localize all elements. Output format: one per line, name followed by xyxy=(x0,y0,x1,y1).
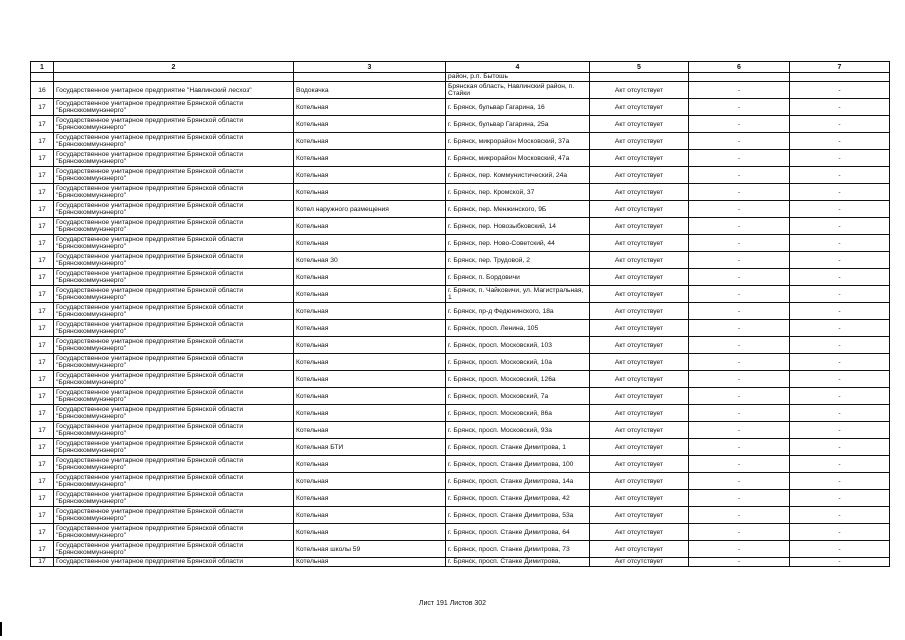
cell-act: Акт отсутствует xyxy=(590,150,689,167)
cell-col7: - xyxy=(790,388,890,405)
column-header: 5 xyxy=(590,62,689,73)
cell-address: г. Брянск, пр-д Федюнинского, 18а xyxy=(446,303,590,320)
cell-address: г. Брянск, просп. Московский, 93а xyxy=(446,422,590,439)
table-row xyxy=(31,439,890,456)
cell-organization: Государственное унитарное предприятие Брянской области "Брянсккоммунэнерго" xyxy=(54,116,294,133)
cell-object: Котельная xyxy=(294,337,446,354)
cell-col7: - xyxy=(790,473,890,490)
cell-col7: - xyxy=(790,150,890,167)
cell-number: 17 xyxy=(31,99,54,116)
cell-col7: - xyxy=(790,439,890,456)
cell-number: 17 xyxy=(31,507,54,524)
cell-act: Акт отсутствует xyxy=(590,286,689,303)
cell-object: Котельная xyxy=(294,558,446,567)
cell-organization: Государственное унитарное предприятие Брянской области "Брянсккоммунэнерго" xyxy=(54,354,294,371)
cell-address: г. Брянск, просп. Московский, 10а xyxy=(446,354,590,371)
cell-act: Акт отсутствует xyxy=(590,405,689,422)
cell-number: 17 xyxy=(31,354,54,371)
table-row xyxy=(31,558,890,567)
cell-act: Акт отсутствует xyxy=(590,422,689,439)
cell-object: Котельная xyxy=(294,167,446,184)
cell-act: Акт отсутствует xyxy=(590,252,689,269)
cell-object: Котельная 30 xyxy=(294,252,446,269)
table-row xyxy=(31,167,890,184)
cell-act: Акт отсутствует xyxy=(590,116,689,133)
cell-organization: Государственное унитарное предприятие Брянской области "Брянсккоммунэнерго" xyxy=(54,269,294,286)
cell-col7: - xyxy=(790,490,890,507)
cell-number: 17 xyxy=(31,422,54,439)
cell-act: Акт отсутствует xyxy=(590,524,689,541)
cell-address: г. Брянск, микрорайон Московский, 47а xyxy=(446,150,590,167)
cell-number: 17 xyxy=(31,541,54,558)
cell-object: Котельная xyxy=(294,184,446,201)
cell-organization: Государственное унитарное предприятие Брянской области "Брянсккоммунэнерго" xyxy=(54,456,294,473)
cell-organization: Государственное унитарное предприятие Брянской области "Брянсккоммунэнерго" xyxy=(54,184,294,201)
table-row xyxy=(31,150,890,167)
cell-col6: - xyxy=(689,133,790,150)
cell-organization xyxy=(54,73,294,82)
table-row xyxy=(31,524,890,541)
cell-address: г. Брянск, просп. Станке Димитрова, 1 xyxy=(446,439,590,456)
table-row xyxy=(31,473,890,490)
cell-organization: Государственное унитарное предприятие Брянской области "Брянсккоммунэнерго" xyxy=(54,99,294,116)
table-row xyxy=(31,269,890,286)
cell-organization: Государственное унитарное предприятие Брянской области "Брянсккоммунэнерго" xyxy=(54,405,294,422)
cell-address: г. Брянск, просп. Станке Димитрова, 53а xyxy=(446,507,590,524)
table-row xyxy=(31,320,890,337)
cell-organization: Государственное унитарное предприятие Брянской области "Брянсккоммунэнерго" xyxy=(54,320,294,337)
cell-organization: Государственное унитарное предприятие Брянской области "Брянсккоммунэнерго" xyxy=(54,524,294,541)
cell-col7: - xyxy=(790,252,890,269)
cell-organization: Государственное унитарное предприятие Брянской области "Брянсккоммунэнерго" xyxy=(54,337,294,354)
cell-col6: - xyxy=(689,150,790,167)
cell-address: г. Брянск, пер. Кромской, 37 xyxy=(446,184,590,201)
column-number-row xyxy=(31,62,890,73)
cell-act: Акт отсутствует xyxy=(590,541,689,558)
cell-number: 17 xyxy=(31,405,54,422)
cell-act: Акт отсутствует xyxy=(590,133,689,150)
cell-col7: - xyxy=(790,524,890,541)
cell-col7: - xyxy=(790,422,890,439)
cell-number: 16 xyxy=(31,82,54,99)
cell-number xyxy=(31,73,54,82)
cell-col6: - xyxy=(689,456,790,473)
cell-col7: - xyxy=(790,201,890,218)
cell-col7: - xyxy=(790,405,890,422)
cell-object: Котельная xyxy=(294,405,446,422)
table-header xyxy=(31,62,890,73)
cell-address: г. Брянск, просп. Московский, 86а xyxy=(446,405,590,422)
cell-address: г. Брянск, просп. Станке Димитрова, 100 xyxy=(446,456,590,473)
cell-act: Акт отсутствует xyxy=(590,82,689,99)
cell-object: Котельная xyxy=(294,150,446,167)
cell-col6: - xyxy=(689,167,790,184)
cell-object: Котельная xyxy=(294,456,446,473)
cell-col6: - xyxy=(689,99,790,116)
cell-object: Котельная xyxy=(294,422,446,439)
cell-address: г. Брянск, бульвар Гагарина, 25а xyxy=(446,116,590,133)
cell-col6: - xyxy=(689,303,790,320)
cell-col6: - xyxy=(689,252,790,269)
cell-col7: - xyxy=(790,184,890,201)
cell-number: 17 xyxy=(31,473,54,490)
cell-col6: - xyxy=(689,558,790,567)
cell-col6: - xyxy=(689,337,790,354)
table-row xyxy=(31,286,890,303)
cell-col6: - xyxy=(689,524,790,541)
cell-address: г. Брянск, просп. Ленина, 105 xyxy=(446,320,590,337)
cell-col7: - xyxy=(790,99,890,116)
cell-number: 17 xyxy=(31,439,54,456)
cell-col7: - xyxy=(790,269,890,286)
table-row xyxy=(31,184,890,201)
cell-col7: - xyxy=(790,133,890,150)
cell-act: Акт отсутствует xyxy=(590,337,689,354)
cell-number: 17 xyxy=(31,456,54,473)
table-row xyxy=(31,422,890,439)
cell-col6: - xyxy=(689,473,790,490)
cell-address: г. Брянск, просп. Станке Димитрова, 14а xyxy=(446,473,590,490)
cell-organization: Государственное унитарное предприятие Брянской области "Брянсккоммунэнерго" xyxy=(54,167,294,184)
cell-address: г. Брянск, просп. Станке Димитрова, 64 xyxy=(446,524,590,541)
cell-col6: - xyxy=(689,286,790,303)
cell-organization: Государственное унитарное предприятие Брянской области "Брянсккоммунэнерго" xyxy=(54,541,294,558)
cell-act xyxy=(590,73,689,82)
cell-act: Акт отсутствует xyxy=(590,371,689,388)
cell-act: Акт отсутствует xyxy=(590,269,689,286)
cell-object: Котельная xyxy=(294,354,446,371)
cell-col7: - xyxy=(790,320,890,337)
cell-col6: - xyxy=(689,218,790,235)
table-row xyxy=(31,337,890,354)
scan-edge-mark xyxy=(0,622,2,636)
cell-col7: - xyxy=(790,337,890,354)
cell-organization: Государственное унитарное предприятие Брянской области "Брянсккоммунэнерго" xyxy=(54,218,294,235)
cell-object: Котельная xyxy=(294,235,446,252)
table-row xyxy=(31,303,890,320)
table-row xyxy=(31,371,890,388)
cell-col6: - xyxy=(689,184,790,201)
table-row xyxy=(31,116,890,133)
cell-address: г. Брянск, просп. Московский, 126а xyxy=(446,371,590,388)
cell-address: Брянская область, Навлинский район, п. Стайки xyxy=(446,82,590,99)
cell-act: Акт отсутствует xyxy=(590,439,689,456)
cell-organization: Государственное унитарное предприятие Брянской области "Брянсккоммунэнерго" xyxy=(54,286,294,303)
cell-organization: Государственное унитарное предприятие Брянской области "Брянсккоммунэнерго" xyxy=(54,133,294,150)
cell-number: 17 xyxy=(31,286,54,303)
cell-number: 17 xyxy=(31,184,54,201)
cell-col6: - xyxy=(689,82,790,99)
column-header: 2 xyxy=(54,62,294,73)
cell-organization: Государственное унитарное предприятие Брянской области "Брянсккоммунэнерго" xyxy=(54,490,294,507)
cell-act: Акт отсутствует xyxy=(590,201,689,218)
table-row xyxy=(31,82,890,99)
cell-col7: - xyxy=(790,167,890,184)
cell-number: 17 xyxy=(31,167,54,184)
cell-address: г. Брянск, просп. Станке Димитрова, 73 xyxy=(446,541,590,558)
cell-object: Водокачка xyxy=(294,82,446,99)
cell-col7 xyxy=(790,73,890,82)
cell-col6: - xyxy=(689,354,790,371)
table-row xyxy=(31,235,890,252)
cell-object: Котельная БТИ xyxy=(294,439,446,456)
cell-number: 17 xyxy=(31,524,54,541)
continued-row xyxy=(31,73,890,82)
cell-number: 17 xyxy=(31,218,54,235)
cell-act: Акт отсутствует xyxy=(590,456,689,473)
cell-object: Котельная xyxy=(294,269,446,286)
cell-object: Котельная xyxy=(294,320,446,337)
cell-address: г. Брянск, пер. Новозыбковский, 14 xyxy=(446,218,590,235)
cell-act: Акт отсутствует xyxy=(590,490,689,507)
cell-col7: - xyxy=(790,354,890,371)
cell-address: г. Брянск, просп. Московский, 103 xyxy=(446,337,590,354)
cell-organization: Государственное унитарное предприятие Брянской области "Брянсккоммунэнерго" xyxy=(54,150,294,167)
cell-col6: - xyxy=(689,269,790,286)
cell-col6: - xyxy=(689,541,790,558)
cell-act: Акт отсутствует xyxy=(590,99,689,116)
cell-act: Акт отсутствует xyxy=(590,558,689,567)
cell-organization: Государственное унитарное предприятие Брянской области "Брянсккоммунэнерго" xyxy=(54,473,294,490)
register-table xyxy=(30,61,890,567)
column-header: 3 xyxy=(294,62,446,73)
cell-number: 17 xyxy=(31,371,54,388)
table-row xyxy=(31,456,890,473)
cell-object: Котельная xyxy=(294,218,446,235)
cell-object: Котельная xyxy=(294,490,446,507)
table-row xyxy=(31,99,890,116)
table-row xyxy=(31,405,890,422)
cell-number: 17 xyxy=(31,133,54,150)
cell-col6: - xyxy=(689,405,790,422)
cell-col7: - xyxy=(790,456,890,473)
cell-organization: Государственное унитарное предприятие Брянской области "Брянсккоммунэнерго" xyxy=(54,422,294,439)
cell-object: Котельная xyxy=(294,286,446,303)
cell-address: г. Брянск, пер. Трудовой, 2 xyxy=(446,252,590,269)
cell-number: 17 xyxy=(31,235,54,252)
table-row xyxy=(31,201,890,218)
cell-object: Котельная xyxy=(294,388,446,405)
column-header: 4 xyxy=(446,62,590,73)
cell-col7: - xyxy=(790,218,890,235)
cell-col6: - xyxy=(689,116,790,133)
table-row xyxy=(31,490,890,507)
cell-col6: - xyxy=(689,201,790,218)
cell-col6: - xyxy=(689,388,790,405)
cell-organization: Государственное унитарное предприятие Брянской области "Брянсккоммунэнерго" xyxy=(54,235,294,252)
cell-number: 17 xyxy=(31,388,54,405)
cell-object: Котел наружного размещения xyxy=(294,201,446,218)
cell-number: 17 xyxy=(31,252,54,269)
cell-number: 17 xyxy=(31,150,54,167)
cell-address: г. Брянск, п. Чайковичи, ул. Магистральная, 1 xyxy=(446,286,590,303)
cell-number: 17 xyxy=(31,320,54,337)
cell-object: Котельная xyxy=(294,507,446,524)
table-row xyxy=(31,218,890,235)
page-footer: Лист 191 Листов 302 xyxy=(418,600,487,607)
table-row xyxy=(31,507,890,524)
cell-col7: - xyxy=(790,286,890,303)
cell-number: 17 xyxy=(31,558,54,567)
cell-object: Котельная xyxy=(294,371,446,388)
cell-col7: - xyxy=(790,507,890,524)
cell-address: г. Брянск, просп. Московский, 7а xyxy=(446,388,590,405)
cell-col7: - xyxy=(790,558,890,567)
cell-act: Акт отсутствует xyxy=(590,303,689,320)
cell-act: Акт отсутствует xyxy=(590,473,689,490)
cell-number: 17 xyxy=(31,490,54,507)
column-header: 7 xyxy=(790,62,890,73)
cell-col7: - xyxy=(790,303,890,320)
cell-col6 xyxy=(689,73,790,82)
cell-act: Акт отсутствует xyxy=(590,388,689,405)
cell-address: г. Брянск, бульвар Гагарина, 16 xyxy=(446,99,590,116)
cell-col6: - xyxy=(689,507,790,524)
cell-organization: Государственное унитарное предприятие Брянской области "Брянсккоммунэнерго" xyxy=(54,439,294,456)
table-row xyxy=(31,133,890,150)
cell-address: г. Брянск, просп. Станке Димитрова, 42 xyxy=(446,490,590,507)
cell-object: Котельная xyxy=(294,116,446,133)
cell-address: г. Брянск, п. Бордовичи xyxy=(446,269,590,286)
cell-number: 17 xyxy=(31,201,54,218)
cell-object: Котельная xyxy=(294,133,446,150)
cell-col7: - xyxy=(790,371,890,388)
cell-organization: Государственное унитарное предприятие Брянской области "Брянсккоммунэнерго" xyxy=(54,371,294,388)
cell-col6: - xyxy=(689,439,790,456)
cell-object: Котельная xyxy=(294,524,446,541)
table-row xyxy=(31,354,890,371)
cell-object xyxy=(294,73,446,82)
cell-number: 17 xyxy=(31,269,54,286)
cell-act: Акт отсутствует xyxy=(590,184,689,201)
column-header: 1 xyxy=(31,62,54,73)
cell-act: Акт отсутствует xyxy=(590,235,689,252)
cell-address: г. Брянск, просп. Станке Димитрова, xyxy=(446,558,590,567)
cell-object: Котельная школы 59 xyxy=(294,541,446,558)
cell-number: 17 xyxy=(31,337,54,354)
table-row xyxy=(31,252,890,269)
cell-number: 17 xyxy=(31,303,54,320)
cell-address: г. Брянск, пер. Менжинского, 9Б xyxy=(446,201,590,218)
cell-address: район, р.п. Бытошь xyxy=(446,73,590,82)
cell-col7: - xyxy=(790,235,890,252)
cell-col6: - xyxy=(689,235,790,252)
cell-organization: Государственное унитарное предприятие Брянской области "Брянсккоммунэнерго" xyxy=(54,388,294,405)
cell-col7: - xyxy=(790,541,890,558)
cell-object: Котельная xyxy=(294,99,446,116)
cell-address: г. Брянск, микрорайон Московский, 37а xyxy=(446,133,590,150)
cell-col7: - xyxy=(790,116,890,133)
cell-organization: Государственное унитарное предприятие Брянской области "Брянсккоммунэнерго" xyxy=(54,252,294,269)
cell-organization: Государственное унитарное предприятие Брянской области "Брянсккоммунэнерго" xyxy=(54,303,294,320)
column-header: 6 xyxy=(689,62,790,73)
cell-col6: - xyxy=(689,490,790,507)
cell-act: Акт отсутствует xyxy=(590,320,689,337)
cell-col6: - xyxy=(689,371,790,388)
cell-act: Акт отсутствует xyxy=(590,507,689,524)
cell-act: Акт отсутствует xyxy=(590,354,689,371)
cell-object: Котельная xyxy=(294,303,446,320)
cell-col6: - xyxy=(689,422,790,439)
table-row xyxy=(31,388,890,405)
cell-address: г. Брянск, пер. Коммунистический, 24а xyxy=(446,167,590,184)
cell-col6: - xyxy=(689,320,790,337)
cell-address: г. Брянск, пер. Ново-Советский, 44 xyxy=(446,235,590,252)
table-body xyxy=(31,73,890,567)
cell-organization: Государственное унитарное предприятие "Навлинский лесхоз" xyxy=(54,82,294,99)
cell-organization: Государственное унитарное предприятие Брянской области xyxy=(54,558,294,567)
cell-col7: - xyxy=(790,82,890,99)
cell-organization: Государственное унитарное предприятие Брянской области "Брянсккоммунэнерго" xyxy=(54,507,294,524)
cell-act: Акт отсутствует xyxy=(590,218,689,235)
cell-organization: Государственное унитарное предприятие Брянской области "Брянсккоммунэнерго" xyxy=(54,201,294,218)
cell-number: 17 xyxy=(31,116,54,133)
cell-object: Котельная xyxy=(294,473,446,490)
cell-act: Акт отсутствует xyxy=(590,167,689,184)
table-row xyxy=(31,541,890,558)
